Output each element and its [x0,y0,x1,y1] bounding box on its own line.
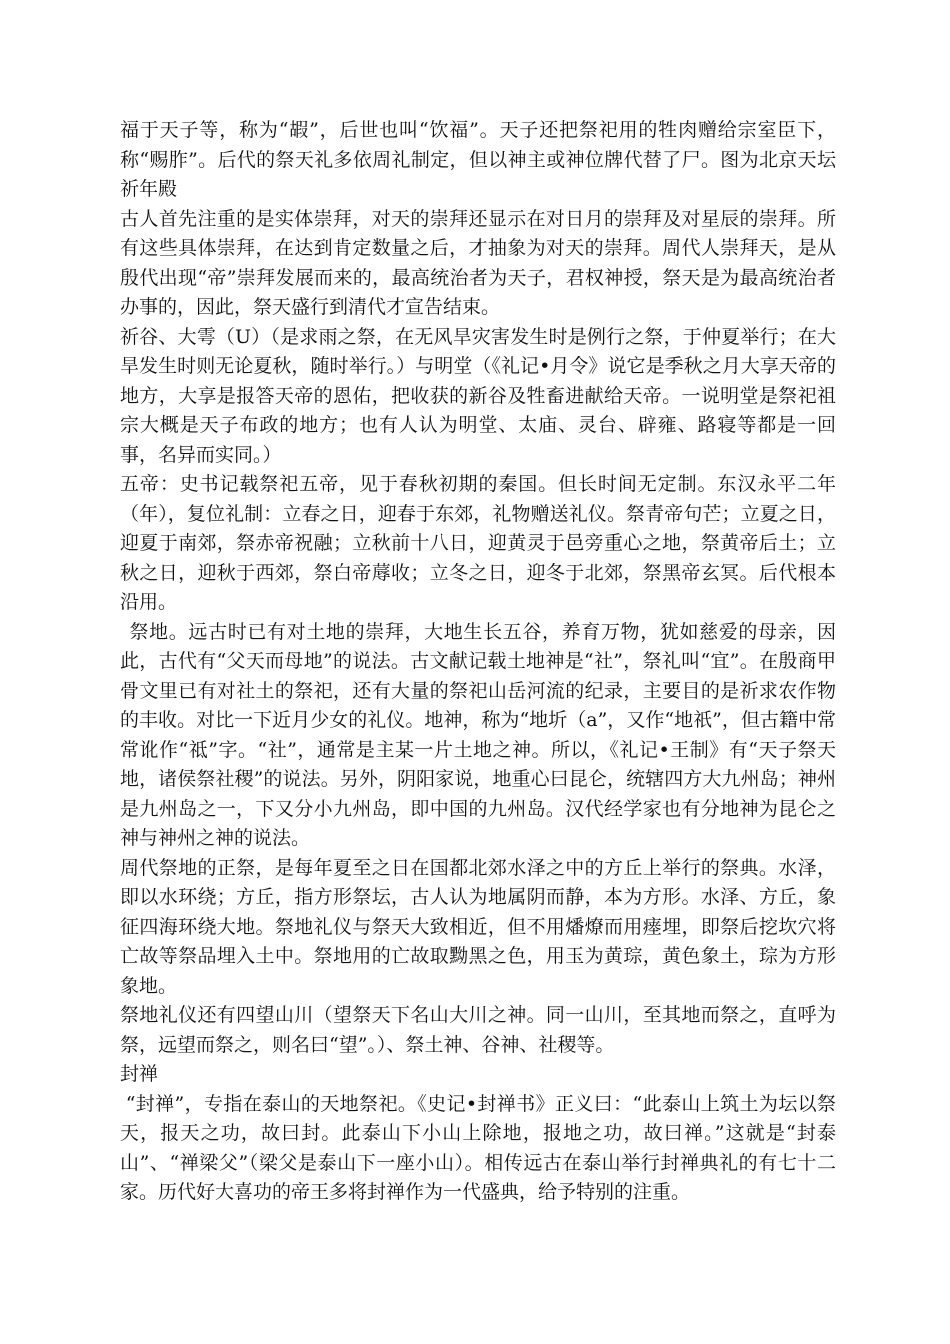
paragraph-earth-sacrifice: 祭地。远古时已有对土地的崇拜，大地生长五谷，养育万物，犹如慈爱的母亲，因此，古代有“父天而母地”的说法。古文献记载土地神是“社”，祭礼叫“宜”。在殷商甲骨文里已有对社土的祭祀，还有大量的祭祀山岳河流的纪录，主要目的是祈求农作物的丰收。对比一下近月少女的礼仪。地神，称为“地圻（a”，又作“地祇”，但古籍中常常讹作“祗”字。“社”，通常是主某一片土地之神。所以，《礼记•王制》有“天子祭天地，诸侯祭社稷”的说法。另外，阴阳家说，地重心曰昆仑，统辖四方大九州岛；神州是九州岛之一，下又分小九州岛，即中国的九州岛。汉代经学家也有分地神为昆仑之神与神州之神的说法。 [120,620,836,849]
paragraph-zhou-earth-rite: 周代祭地的正祭，是每年夏至之日在国都北郊水泽之中的方丘上举行的祭典。水泽，即以水环绕；方丘，指方形祭坛，古人认为地属阴而静，本为方形。水泽、方丘，象征四海环绕大地。祭地礼仪与祭天大致相近，但不用燔燎而用瘗埋，即祭后挖坎穴将亡故等祭品埋入土中。祭地用的亡故取黝黑之色，用玉为黄琮，黄色象土，琮为方形象地。 [120,856,836,997]
section-heading-fengshan: 封禅 [120,1063,159,1085]
document-body [120,116,836,1208]
paragraph-fengshan: “封禅”，专指在泰山的天地祭祀。《史记•封禅书》正义曰：“此泰山上筑土为坛以祭天，报天之功，故曰封。此泰山下小山上除地，报地之功，故曰禅。”这就是“封泰山”、“禅梁父”（梁父是泰山下一座小山）。相传远古在泰山举行封禅典礼的有七十二家。历代好大喜功的帝王多将封禅作为一代盛典，给予特别的注重。 [120,1092,836,1203]
paragraph-four-views: 祭地礼仪还有四望山川（望祭天下名山大川之神。同一山川，至其地而祭之，直呼为祭，远望而祭之，则名曰“望”。）、祭土神、谷神、社稷等。 [120,1004,836,1056]
paragraph-ancestor-blessing: 福于天子等，称为“嘏”，后世也叫“饮福”。天子还把祭祀用的牲肉赠给宗室臣下，称“赐胙”。后代的祭天礼多依周礼制定，但以神主或神位牌代替了尸。图为北京天坛祈年殿 [120,119,836,200]
paragraph-rain-sacrifice: 祈谷、大雩（U）（是求雨之祭，在无风旱灾害发生时是例行之祭，于仲夏举行；在大旱发生时则无论夏秋，随时举行。）与明堂（《礼记•月令》说它是季秋之月大享天帝的地方，大享是报答天帝的恩佑，把收获的新谷及牲畜进献给天帝。一说明堂是祭祀祖宗大概是天子布政的地方；也有人认为明堂、太庙、灵台、辟雍、路寝等都是一回事，名异而实同。） [120,325,836,466]
paragraph-five-emperors: 五帝：史书记载祭祀五帝，见于春秋初期的秦国。但长时间无定制。东汉永平二年（年），复位礼制：立春之日，迎春于东郊，礼物赠送礼仪。祭青帝句芒；立夏之日，迎夏于南郊，祭赤帝祝融；立秋前十八日，迎黄灵于邑旁重心之地，祭黄帝后土；立秋之日，迎秋于西郊，祭白帝蓐收；立冬之日，迎冬于北郊，祭黑帝玄冥。后代根本沿用。 [120,473,836,613]
paragraph-heaven-worship: 古人首先注重的是实体崇拜，对天的崇拜还显示在对日月的崇拜及对星辰的崇拜。所有这些具体崇拜，在达到肯定数量之后，才抽象为对天的崇拜。周代人崇拜天，是从殷代出现“帝”崇拜发展而来的，最高统治者为天子，君权神授，祭天是为最高统治者办事的，因此，祭天盛行到清代才宣告结束。 [120,207,836,318]
